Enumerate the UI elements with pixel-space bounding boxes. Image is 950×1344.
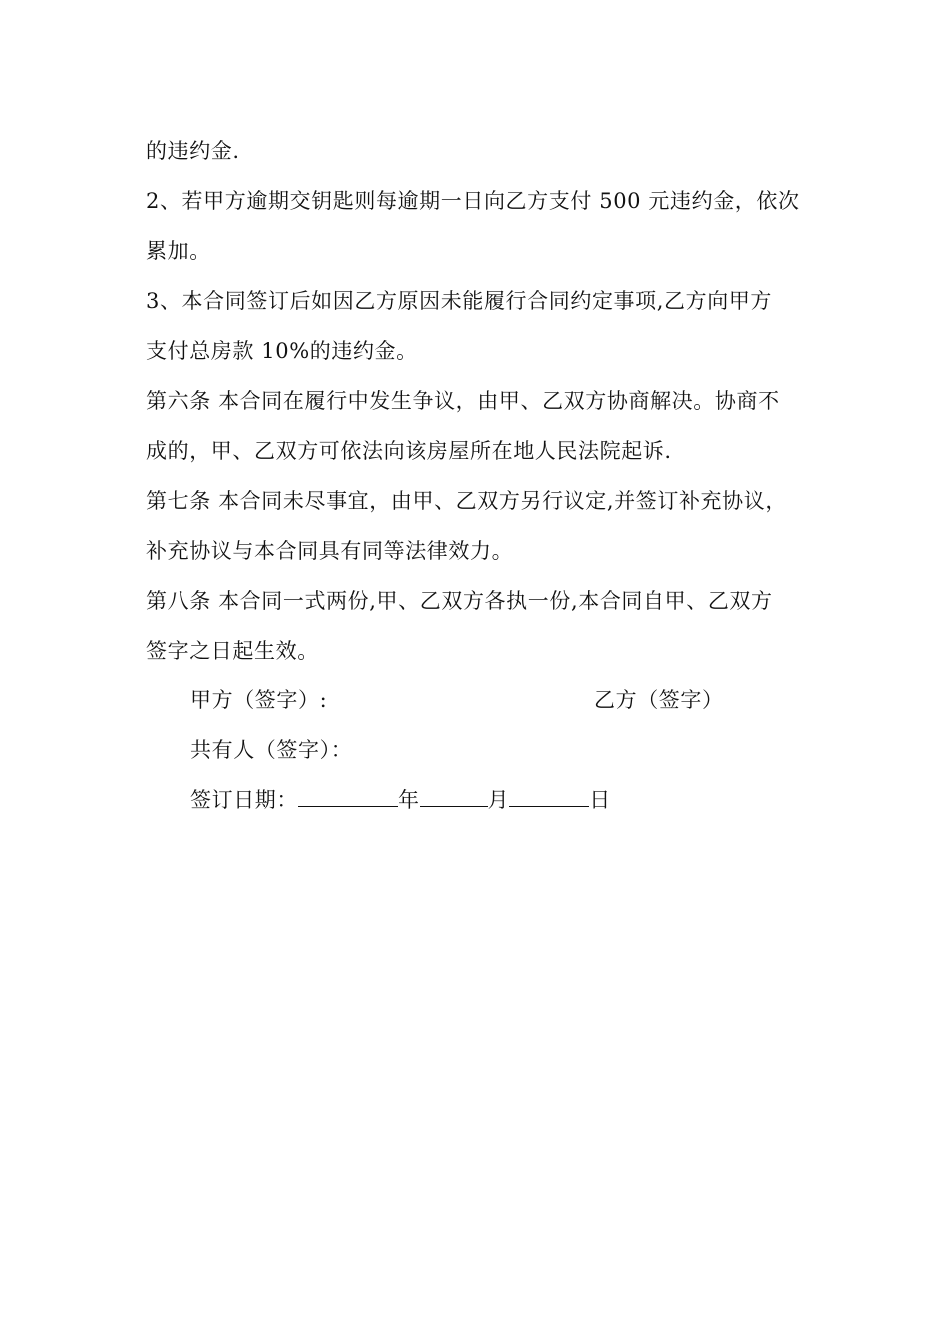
year-blank: [298, 786, 398, 807]
paragraph-line: 第六条 本合同在履行中发生争议，由甲、乙双方协商解决。协商不: [146, 389, 780, 413]
day-label: 日: [589, 788, 611, 812]
paragraph-line: 支付总房款 10%的违约金。: [146, 339, 418, 363]
paragraph-line: 签字之日起生效。: [146, 639, 319, 663]
co-owner-signature-label: 共有人（签字）：: [190, 738, 353, 762]
month-label: 月: [487, 788, 510, 812]
signing-date-row: [190, 786, 611, 814]
paragraph-line: 成的，甲、乙双方可依法向该房屋所在地人民法院起诉.: [146, 439, 672, 463]
paragraph-line: 第七条 本合同未尽事宜，由甲、乙双方另行议定,并签订补充协议，: [146, 489, 787, 513]
paragraph-line: 的违约金.: [146, 139, 240, 163]
day-blank: [509, 786, 589, 807]
paragraph-line: 3、本合同签订后如因乙方原因未能履行合同约定事项,乙方向甲方: [146, 289, 773, 313]
signing-date-label: 签订日期：: [190, 788, 298, 812]
year-label: 年: [398, 788, 420, 812]
paragraph-line: 2、若甲方逾期交钥匙则每逾期一日向乙方支付 500 元违约金，依次: [146, 189, 800, 213]
paragraph-line: 累加。: [146, 239, 211, 263]
party-b-signature-label: 乙方（签字）: [594, 688, 724, 712]
paragraph-line: 第八条 本合同一式两份,甲、乙双方各执一份,本合同自甲、乙双方: [146, 589, 773, 613]
party-a-signature-label: 甲方（签字）:: [190, 688, 328, 712]
paragraph-line: 补充协议与本合同具有同等法律效力。: [146, 539, 514, 563]
month-blank: [420, 786, 488, 807]
